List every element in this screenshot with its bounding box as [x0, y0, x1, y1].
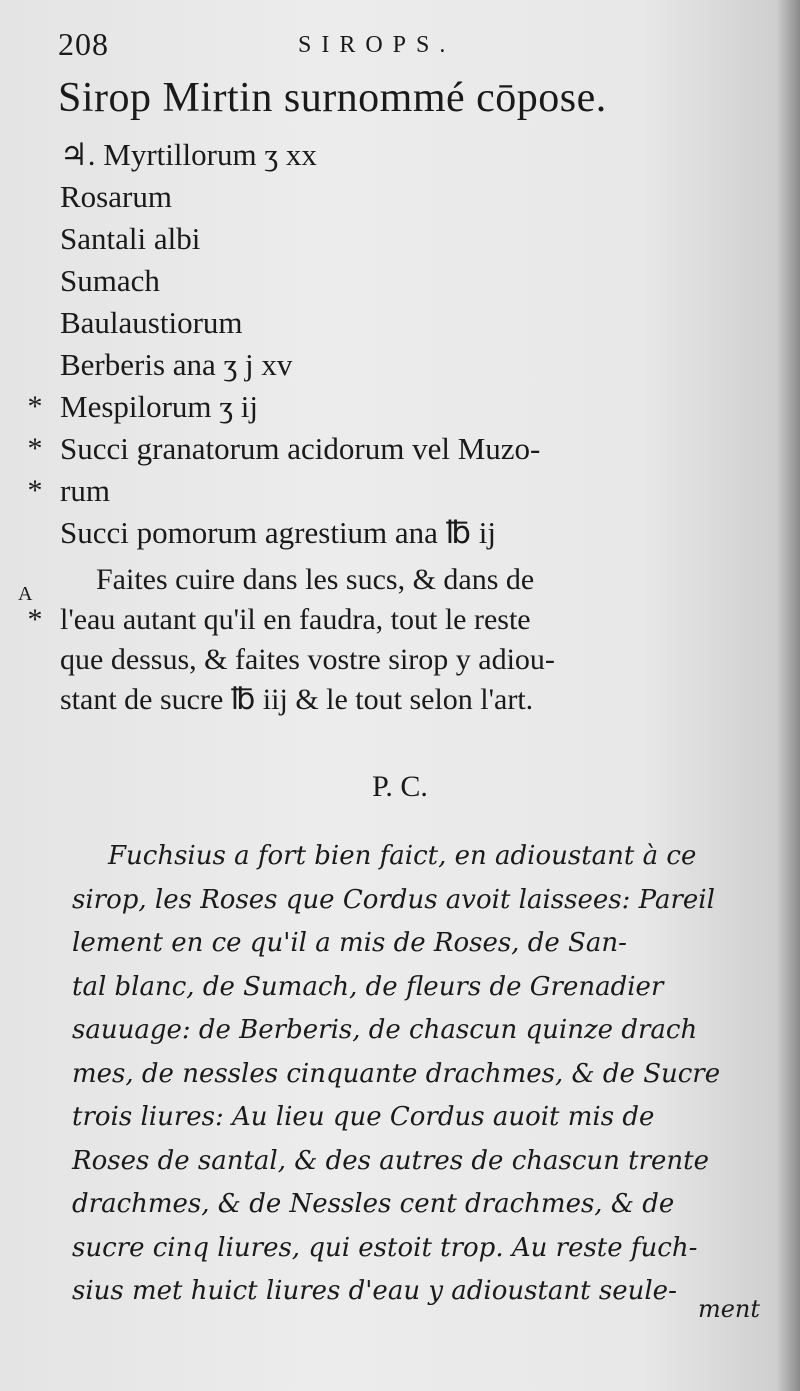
ingredient-line: ♃. Myrtillorum ʒ xx [60, 137, 317, 172]
commentary-line: lement en ce qu'il a mis de Roses, de San- [72, 928, 627, 958]
commentary-line: sirop, les Roses que Cordus avoit laissees: Pareil [72, 884, 715, 915]
instruction-line [18, 560, 750, 605]
ingredient-line: Sumach [60, 263, 160, 298]
commentary-line: trois liures: Au lieu que Cordus auoit mis de [72, 1102, 655, 1132]
recipe-ingredients [27, 134, 760, 554]
commentary-line: sucre cinq liures, qui estoit trop. Au reste fuch- [72, 1232, 698, 1263]
ingredient-line: Baulaustiorum [60, 305, 243, 340]
ingredient-line: Santali albi [60, 221, 201, 256]
ingredient-text: rum [60, 473, 110, 508]
ingredient-line: Berberis ana ʒ j xv [60, 347, 293, 382]
preparation-instructions [18, 560, 750, 720]
commentary-line: tal blanc, de Sumach, de fleurs de Grenadier [72, 971, 664, 1002]
commentary [72, 835, 762, 1314]
running-head: SIROPS. [298, 32, 456, 58]
instruction-line: que dessus, & faites vostre sirop y adiou- [60, 643, 555, 676]
commentary-line: drachmes, & de Nessles cent drachmes, & de [72, 1189, 675, 1219]
commentary-line: sius met huict liures d'eau y adioustant seule- [72, 1276, 677, 1306]
catchword: ment [697, 1295, 760, 1323]
ingredient-text: Succi granatorum acidorum vel Muzo- [60, 431, 541, 466]
ingredient-text: Mespilorum ʒ ij [60, 389, 259, 424]
ingredient-line-marked [27, 386, 760, 428]
asterisk-marker: * [27, 474, 43, 507]
commentary-line: Roses de santal, & des autres de chascun trente [72, 1145, 710, 1176]
ingredient-line-marked [27, 428, 760, 470]
recipe-title: Sirop Mirtin surnommé cōpose. [58, 75, 607, 121]
instruction-line: stant de sucre ℔ iij & le tout selon l'art. [60, 683, 534, 716]
page-header [58, 26, 758, 70]
asterisk-marker: * [27, 432, 43, 465]
section-mark: P. C. [372, 770, 428, 803]
ingredient-line: Rosarum [60, 179, 172, 214]
instruction-text: l'eau autant qu'il en faudra, tout le reste [60, 603, 531, 636]
instruction-line [27, 600, 750, 640]
commentary-line [72, 835, 762, 879]
asterisk-marker: * [27, 390, 43, 423]
commentary-line: sauuage: de Berberis, de chascun quinze drach [72, 1015, 698, 1045]
instruction-text: Faites cuire dans les sucs, & dans de [96, 563, 535, 596]
commentary-line: mes, de nessles cinquante drachmes, & de Sucre [72, 1058, 721, 1089]
ingredient-line: Succi pomorum agrestium ana ℔ ij [60, 515, 497, 550]
commentary-text: Fuchsius a fort bien faict, en adioustant à ce [108, 841, 697, 871]
asterisk-marker: * [27, 603, 43, 636]
page-number: 208 [58, 26, 109, 62]
margin-letter: A [18, 583, 33, 605]
ingredient-line-marked [27, 470, 760, 512]
